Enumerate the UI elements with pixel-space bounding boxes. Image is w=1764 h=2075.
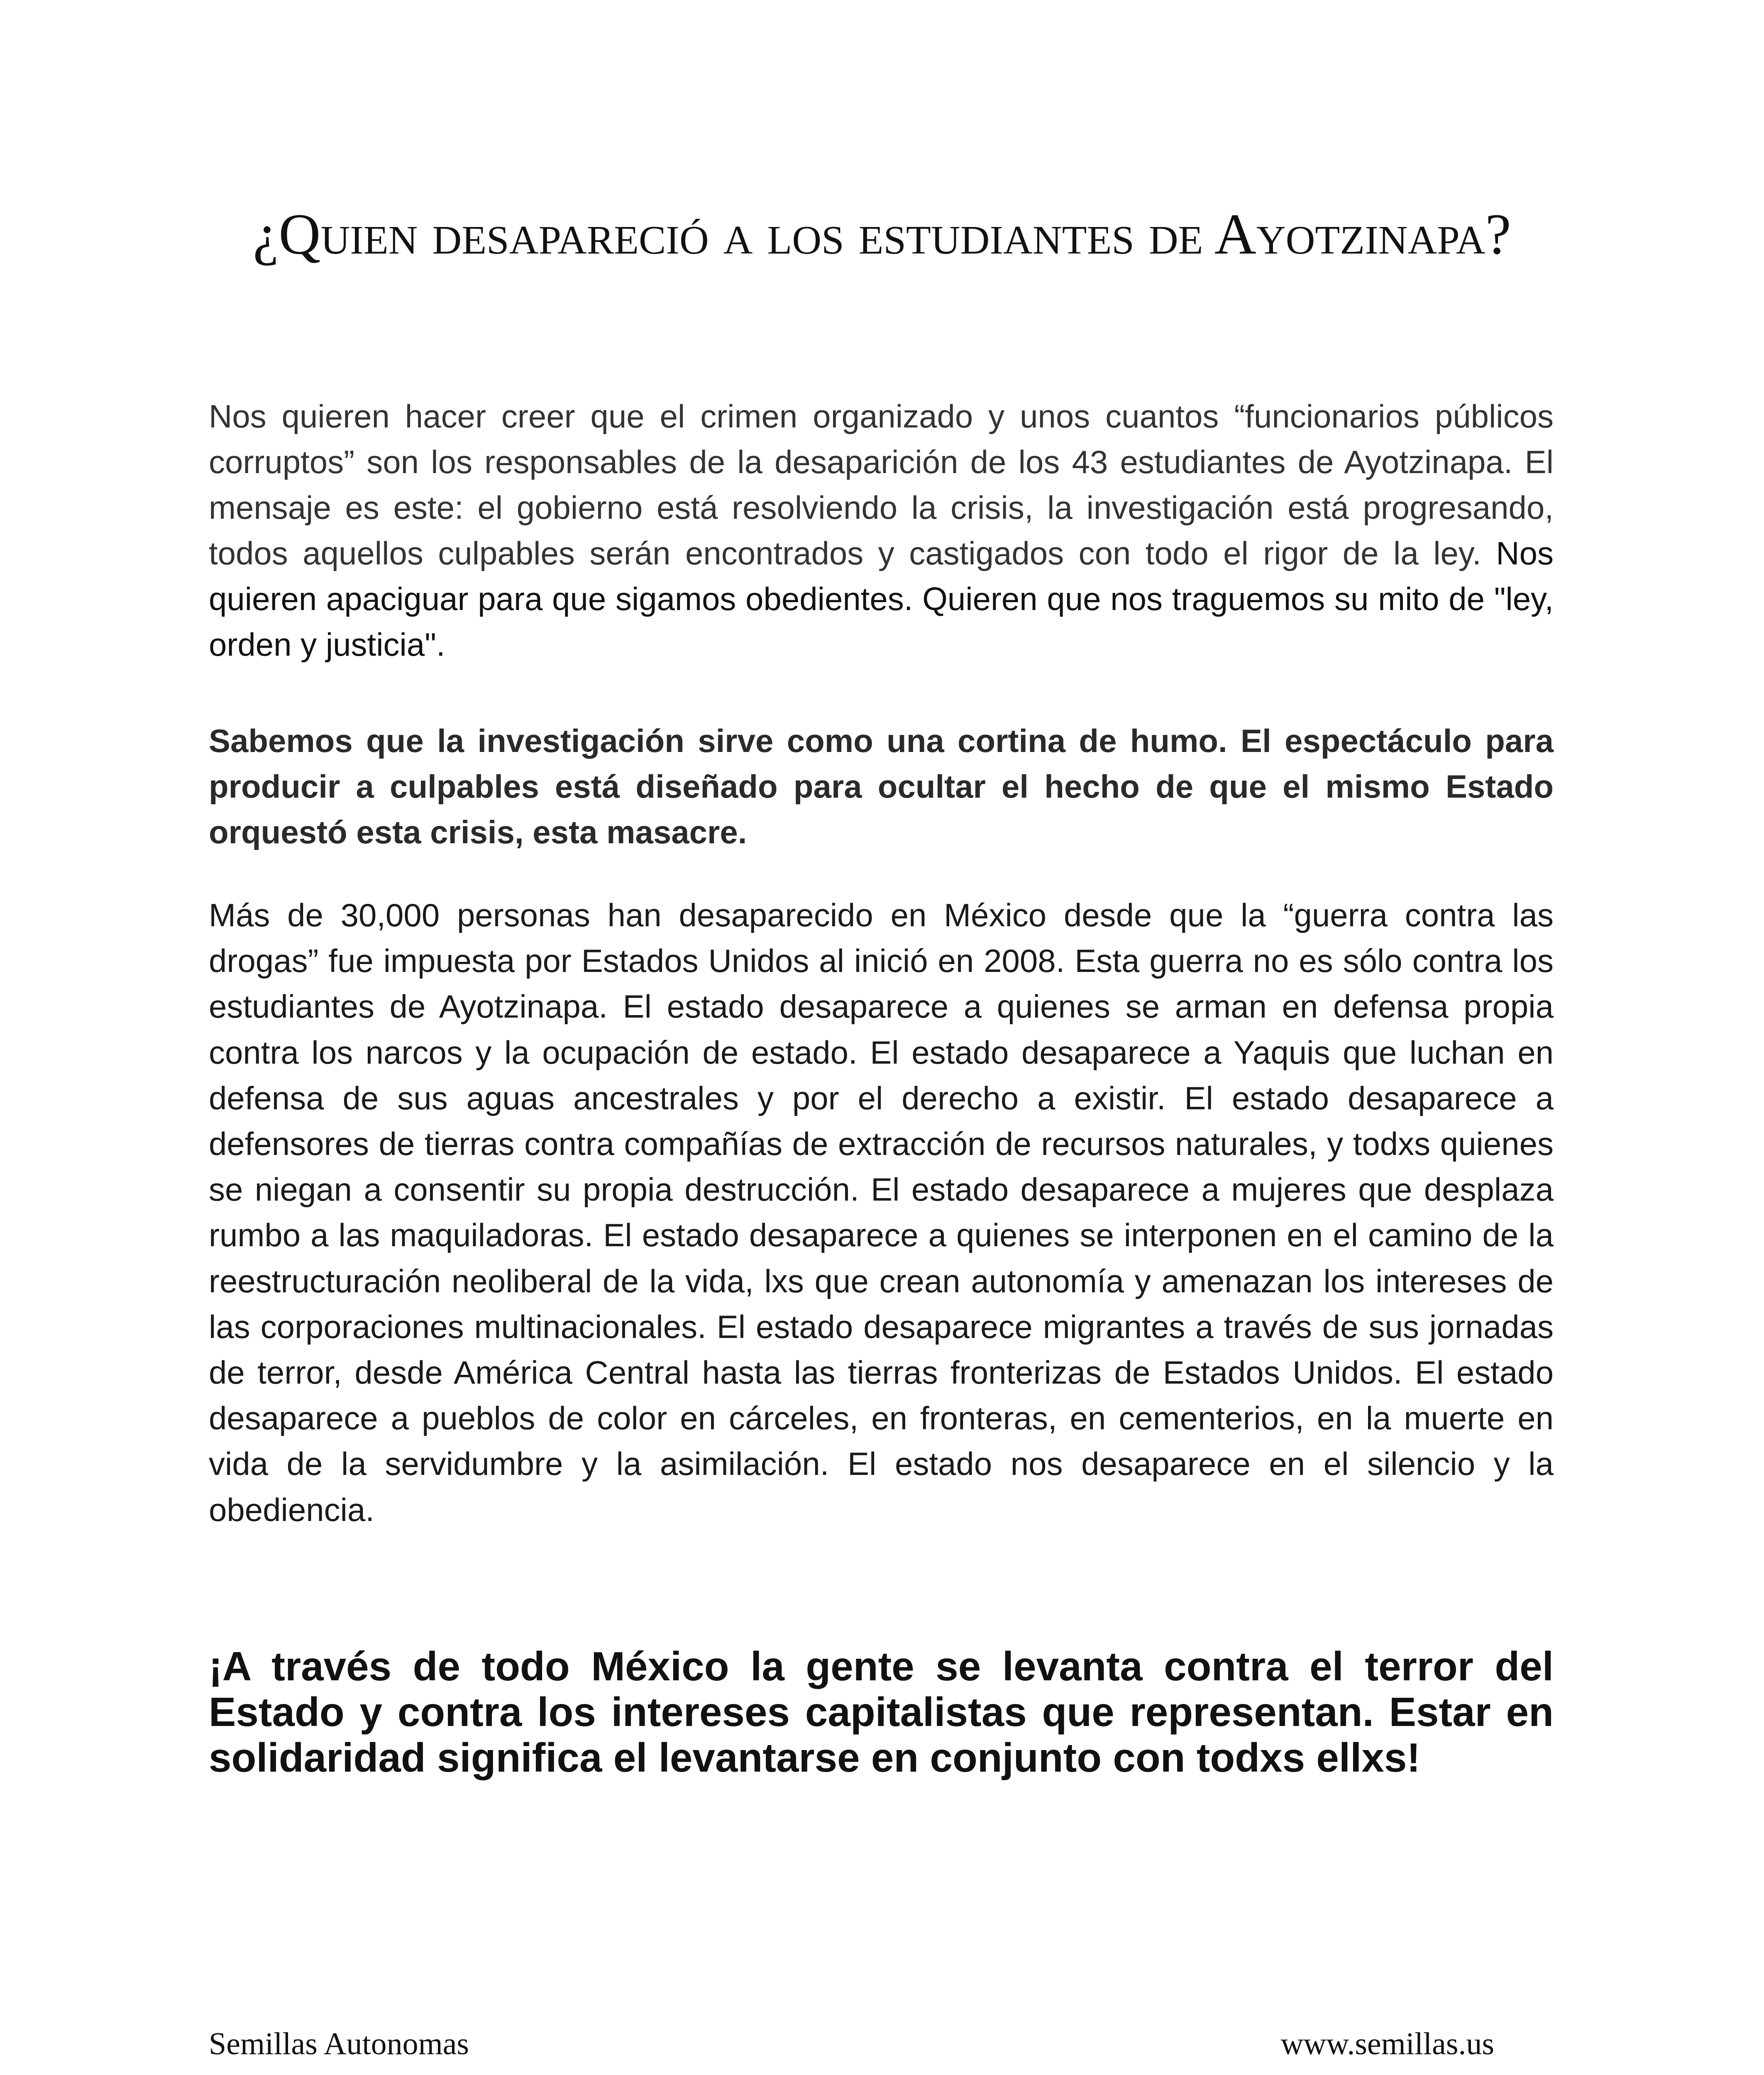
paragraph-call-to-action: ¡A través de todo México la gente se levanta contra el terror del Estado y contra los intereses capitalistas que representan. Estar en solidaridad significa el levantarse en conjunto con todxs ellxs! — [209, 1643, 1554, 1780]
footer-organization: Semillas Autonomas — [209, 2026, 469, 2061]
paragraph-intro-part-1: Nos quieren hacer creer que el crimen organizado y unos cuantos “funcionarios públicos corruptos” son los responsables de la desaparición de los 43 estudiantes de Ayotzinapa. El mensaje es este: el gobierno está resolviendo la crisis, la investigación está progresando, todos aquellos culpables serán encontrados y castigados con todo el rigor de la ley. — [209, 398, 1554, 571]
paragraph-intro — [209, 393, 1554, 667]
paragraph-bold-statement: Sabemos que la investigación sirve como una cortina de humo. El espectáculo para producir a culpables está diseñado para ocultar el hecho de que el mismo Estado orquestó esta crisis, esta masacre. — [209, 723, 1554, 850]
footer-website[interactable]: www.semillas.us — [1280, 2026, 1494, 2061]
document-title: ¿Quien desapareció a los estudiantes de Ayotzinapa? — [253, 202, 1511, 266]
paragraph-body: Más de 30,000 personas han desaparecido en México desde que la “guerra contra las drogas” fue impuesta por Estados Unidos al inició en 2008. Esta guerra no es sólo contra los estudiantes de Ayotzinapa. El estado desaparece a quienes se arman en defensa propia contra los narcos y la ocupación de estado. El estado desaparece a Yaquis que luchan en defensa de sus aguas ancestrales y por el derecho a existir. El estado desaparece a defensores de tierras contra compañías de extracción de recursos naturales, y todxs quienes se niegan a consentir su propia destrucción. El estado desaparece a mujeres que desplaza rumbo a las maquiladoras. El estado desaparece a quienes se interponen en el camino de la reestructuración neoliberal de la vida, lxs que crean autonomía y amenazan los intereses de las corporaciones multinacionales. El estado desaparece migrantes a través de sus jornadas de terror, desde América Central hasta las tierras fronterizas de Estados Unidos. El estado desaparece a pueblos de color en cárceles, en fronteras, en cementerios, en la muerte en vida de la servidumbre y la asimilación. El estado nos desaparece en el silencio y la obediencia. — [209, 897, 1554, 1528]
paragraph-intro-part-2: Nos quieren apaciguar para que sigamos obedientes. Quieren que nos traguemos su mito de "ley, orden y justicia". — [209, 535, 1554, 663]
